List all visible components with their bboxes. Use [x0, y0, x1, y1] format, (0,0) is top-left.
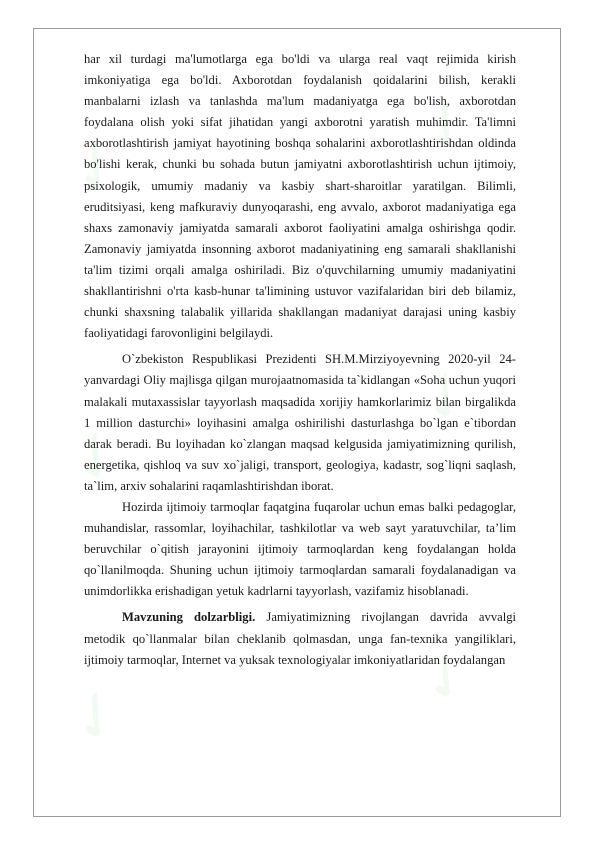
- paragraph-3: Hozirda ijtimoiy tarmoqlar faqatgina fuqarolar uchun emas balki pedagoglar, muhandislar, rassomlar, loyihachilar, tashkilotlar va web sayt yaratuvchilar, ta’lim beruvchilar o`qitish jarayonini ijtimoiy tarmoqlardan keng foydalangan holda qo`llanilmoqda. Shuning uchun ijtimoiy tarmoqlardan samarali foydalanadigan va unimdorlikka erishadigan yetuk kadrlarni tayyorlash, vazifamiz hisoblanadi.: [84, 499, 516, 599]
- watermark: ✓: [52, 121, 142, 213]
- watermark: ✓: [52, 671, 142, 763]
- watermark: ✓: [402, 81, 492, 173]
- document-body: [84, 49, 516, 671]
- section-heading: Mavzuning dolzarbligi.: [122, 610, 256, 625]
- paragraph-2: O`zbekiston Respublikasi Prezidenti SH.M.Mirziyoyevning 2020-yil 24-yanvardagi Oliy majlisga qilgan murojaatnomasida ta`kidlangan «Soha uchun yuqori malakali mutaxassislar tayyorlash maqsadida xorijiy hamkorlarimiz bilan birgalikda 1 million dasturchi» loyihasini amalga oshirilishi dasturlashga bo`lgan e`tibordan darak beradi. Bu loyihadan ko`zlangan maqsad kelgusida jamiyatimizning qurilish, energetika, qishloq va suv xo`jaligi, transport, geologiya, kadastr, sog`liqni saqlash, ta`lim, arxiv sohalarini raqamlashtirishdan iborat.: [84, 352, 516, 493]
- watermark: ✓: [52, 411, 142, 503]
- watermark: ✓: [402, 351, 492, 443]
- watermark: ✓: [402, 631, 492, 723]
- paragraph-4-text: Jamiyatimizning rivojlangan davrida avvalgi metodik qo`llanmalar bilan cheklanib qolmasdan, unga fan-texnika yangiliklari, ijtimoiy tarmoqlar, Internet va yuksak texnologiyalar imkoniyatlaridan foydalangan: [84, 610, 517, 667]
- paragraph-1: har xil turdagi ma'lumotlarga ega bo'ldi va ularga real vaqt rejimida kirish imkoniyatiga ega bo'ldi. Axborotdan foydalanish qoidalarini bilish, kerakli manbalarni izlash va tanlashda ma'lum madaniyatga ega bo'lish, axborotdan foydalana olish yoki sifat jihatidan yangi axborotni yaratish muhimdir. Ta'limni axborotlashtirish jamiyat hayotining boshqa sohalarini axborotlashtirishdan oldinda bo'lishi kerak, chunki bu sohada butun jamiyatni axborotlashtirish uchun ijtimoiy, psixologik, umumiy madaniy va kasbiy shart-sharoitlar yaratilgan. Bilimli, eruditsiyasi, keng mafkuraviy dunyoqarashi, eng avvalo, axborot madaniyatiga ega shaxs zamonaviy jamiyatda samarali axborot faoliyatini amalga oshirishga qodir. Zamonaviy jamiyatda insonning axborot madaniyatining eng samarali shakllanishi ta'lim tizimi orqali amalga oshiriladi. Biz o'quvchilarning umumiy madaniyatini shakllantirishni o'rta kasb-hunar ta'limining ustuvor vazifalaridan biri deb bilamiz, chunki shaxsning talabalik yillarida shakllangan madaniyat darajasi uning kasbiy faoliyatidagi farovonligini belgilaydi.: [84, 52, 516, 341]
- paragraph-4: [84, 607, 516, 670]
